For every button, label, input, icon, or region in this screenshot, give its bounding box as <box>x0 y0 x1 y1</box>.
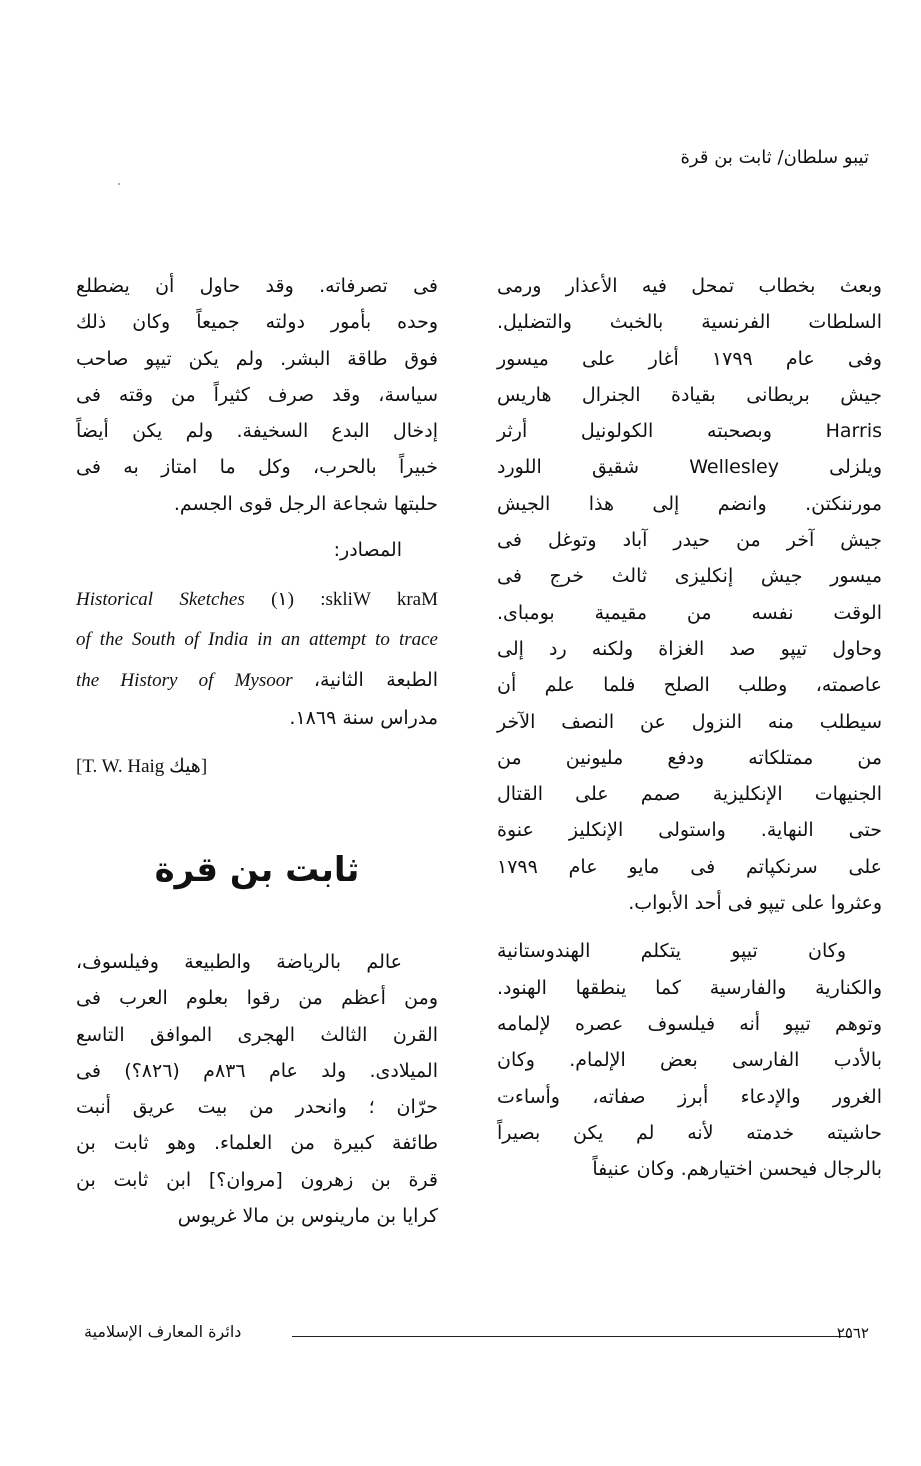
scan-speck <box>118 183 120 185</box>
text-line: جيش آخر من حيدر آباد وتوغل فى <box>497 529 882 552</box>
text-line: من ممتلكاته ودفع مليونين من <box>497 746 882 769</box>
text-line: Harris وبصحبته الكولونيل أرثر <box>497 420 882 443</box>
text-line: وتوهم تيپو أنه فيلسوف عصره لإلمامه <box>497 1012 882 1035</box>
reference-number: (١) <box>271 589 294 611</box>
text-line: قرة بن زهرون [مروان؟] ابن ثابت بن <box>76 1168 438 1191</box>
text-line: الوقت نفسه من مقيمية بومباى. <box>497 601 882 624</box>
text-line: بالأدب الفارسى بعض الإلمام. وكان <box>497 1049 882 1072</box>
text-line: خبيراً بالحرب، وكل ما امتاز به فى <box>76 456 438 479</box>
text-line: سياسة، وقد صرف كثيراً من وقته فى <box>76 383 438 406</box>
text-line: حلبتها شجاعة الرجل قوى الجسم. <box>173 492 438 515</box>
text-line: وحده بأمور دولته جميعاً وكان ذلك <box>76 311 438 334</box>
running-header: تيبو سلطان/ ثابت بن قرة <box>680 147 869 168</box>
sources-label: المصادر: <box>333 539 402 562</box>
text-line: مورننكتن. وانضم إلى هذا الجيش <box>497 492 882 515</box>
right-column <box>497 268 882 1187</box>
text-line: ويلزلى Wellesley شقيق اللورد <box>497 456 883 479</box>
text-line: ميسور جيش إنكليزى ثالث خرج فى <box>497 565 882 588</box>
text-line: ومن أعظم من رقوا بعلوم العرب فى <box>76 987 438 1010</box>
text-line: والكنارية والفارسية كما ينطقها الهنود. <box>497 976 882 999</box>
text-line: سيطلب منه النزول عن النصف الآخر <box>497 710 882 733</box>
text-line: وفى عام ١٧٩٩ أغار على ميسور <box>497 347 882 370</box>
footer-rule <box>292 1336 852 1337</box>
reference-place-year: مدراس سنة ١٨٦٩. <box>289 707 438 730</box>
text-line: عالم بالرياضة والطبيعة وفيلسوف، <box>76 951 402 973</box>
reference-line-3 <box>76 660 438 700</box>
text-line: وعثروا على تيپو فى أحد الأبواب. <box>628 892 882 915</box>
reference-line-2 <box>76 620 438 660</box>
text-line: وكان تيپو يتكلم الهندوستانية <box>497 940 846 963</box>
text-line: حاشيته خدمته لأنه لم يكن بصيراً <box>497 1121 882 1144</box>
text-line: كرايا بن مارينوس بن مالا غريوس <box>177 1205 438 1228</box>
reference-title-1: Historical Sketches <box>76 589 245 611</box>
reference-title-2: of the South of India in an attempt to trace <box>76 629 438 651</box>
text-line: طائفة كبيرة من العلماء. وهو ثابت بن <box>76 1132 438 1155</box>
footer-publication: دائرة المعارف الإسلامية <box>84 1322 242 1341</box>
article-title: ثابت بن قرة <box>154 850 360 890</box>
text-line: وحاول تيپو صد الغزاة ولكنه رد إلى <box>497 637 882 660</box>
text-line: وبعث بخطاب تمحل فيه الأعذار ورمى <box>497 275 882 297</box>
text-line: حتى النهاية. واستولى الإنكليز عنوة <box>497 819 882 842</box>
left-paragraph-1 <box>76 268 438 522</box>
text-line: إدخال البدع السخيفة. ولم يكن أيضاً <box>76 420 438 443</box>
text-line: السلطات الفرنسية بالخبث والتضليل. <box>497 311 882 334</box>
reference-edition: الطبعة الثانية، <box>313 669 439 692</box>
text-line: جيش بريطانى بقيادة الجنرال هاريس <box>497 383 882 406</box>
text-line: فى تصرفاته. وقد حاول أن يضطلع <box>76 275 438 297</box>
reference-author: Mark Wilks: <box>320 589 439 611</box>
text-line: على سرنكپاتم فى مايو عام ١٧٩٩ <box>497 855 882 878</box>
left-paragraph-2 <box>76 944 438 1234</box>
author-signature: [T. W. Haig هيك] <box>76 755 208 777</box>
text-line: بالرجال فيحسن اختيارهم. وكان عنيفاً <box>592 1158 882 1181</box>
text-line: الغرور والإدعاء أبرز صفاته، وأساءت <box>497 1085 882 1108</box>
left-column <box>76 268 438 785</box>
left-column-lower <box>76 944 438 1234</box>
text-line: عاصمته، وطلب الصلح فلما علم أن <box>497 674 882 697</box>
reference-line-1 <box>76 580 438 620</box>
text-line: الجنيهات الإنكليزية صمم على القتال <box>497 783 882 806</box>
text-line: حرّان ؛ وانحدر من بيت عريق أنبت <box>76 1096 438 1119</box>
page-number: ٢٥٦٢ <box>836 1324 869 1342</box>
right-paragraph-1 <box>497 268 882 921</box>
right-paragraph-2 <box>497 933 882 1187</box>
reference-title-3: the History of Mysoor <box>76 670 293 692</box>
text-line: القرن الثالث الهجرى الموافق التاسع <box>76 1023 438 1046</box>
text-line: الميلادى. ولد عام ٨٣٦م (٨٢٦؟) فى <box>76 1059 438 1082</box>
text-line: فوق طاقة البشر. ولم يكن تيپو صاحب <box>76 347 438 370</box>
